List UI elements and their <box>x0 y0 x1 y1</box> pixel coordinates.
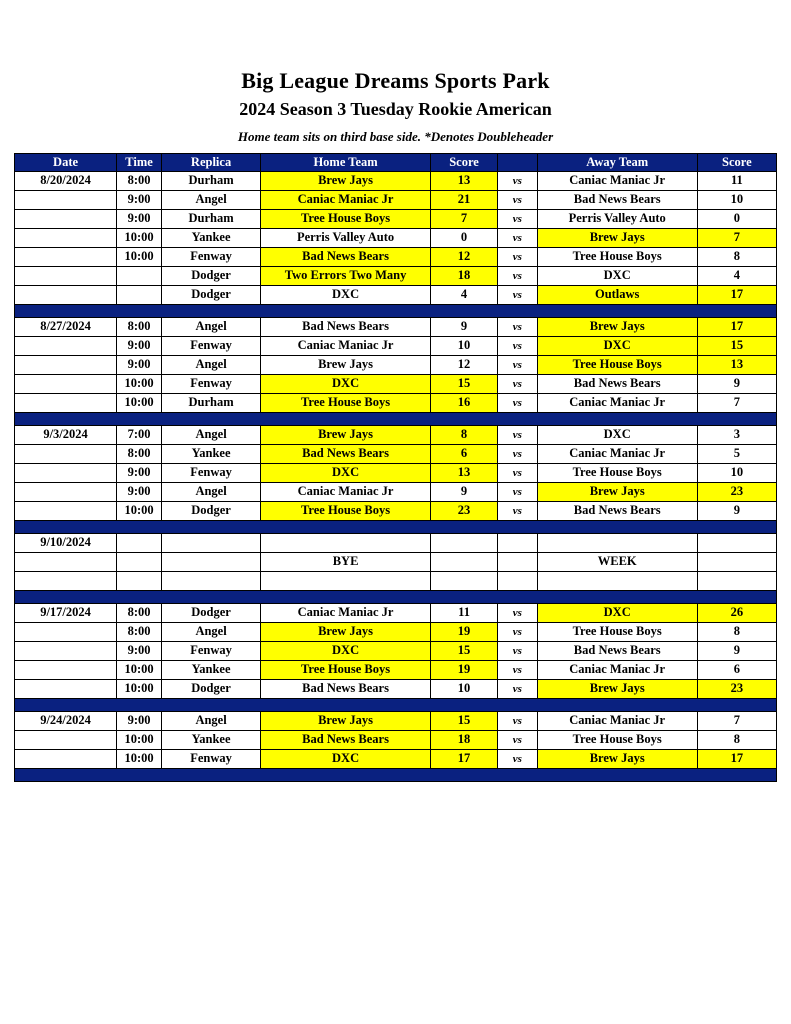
home-score-cell: 11 <box>431 604 498 623</box>
replica-cell: Angel <box>162 712 261 731</box>
info-row <box>15 572 777 591</box>
separator-row <box>15 699 777 712</box>
vs-cell: vs <box>498 426 538 445</box>
replica-cell: Angel <box>162 483 261 502</box>
away-score-cell: 8 <box>697 731 776 750</box>
home-score-cell: 18 <box>431 731 498 750</box>
vs-cell: vs <box>498 642 538 661</box>
game-row <box>15 172 777 191</box>
vs-cell: vs <box>498 750 538 769</box>
header-vs <box>498 154 538 172</box>
away-score-cell: 7 <box>697 229 776 248</box>
away-team-cell: Tree House Boys <box>537 248 697 267</box>
home-score-cell: 8 <box>431 426 498 445</box>
date-cell <box>15 731 117 750</box>
separator-bar <box>15 699 777 712</box>
time-cell: 10:00 <box>117 375 162 394</box>
date-cell: 9/24/2024 <box>15 712 117 731</box>
home-score-cell: 16 <box>431 394 498 413</box>
header-time: Time <box>117 154 162 172</box>
away-score-cell: 5 <box>697 445 776 464</box>
away-score-cell: 9 <box>697 375 776 394</box>
home-score-cell: 7 <box>431 210 498 229</box>
home-team-cell: Perris Valley Auto <box>261 229 431 248</box>
home-team-cell: Caniac Maniac Jr <box>261 337 431 356</box>
page-title: Big League Dreams Sports Park <box>241 68 550 93</box>
home-score-cell: 12 <box>431 356 498 375</box>
header-away-team: Away Team <box>537 154 697 172</box>
game-row <box>15 394 777 413</box>
home-team-cell: Caniac Maniac Jr <box>261 483 431 502</box>
replica-cell: Durham <box>162 172 261 191</box>
away-score-cell: 10 <box>697 464 776 483</box>
page-subtitle: 2024 Season 3 Tuesday Rookie American <box>239 99 552 119</box>
vs-cell: vs <box>498 604 538 623</box>
game-row <box>15 642 777 661</box>
away-score-cell: 17 <box>697 750 776 769</box>
away-score-cell: 0 <box>697 210 776 229</box>
replica-cell: Fenway <box>162 375 261 394</box>
time-cell: 9:00 <box>117 712 162 731</box>
replica-cell: Yankee <box>162 731 261 750</box>
vs-cell: vs <box>498 445 538 464</box>
home-team-cell: BYE <box>261 553 431 572</box>
away-score-cell: 15 <box>697 337 776 356</box>
time-cell <box>117 534 162 553</box>
schedule-table <box>14 153 777 782</box>
away-team-cell: Bad News Bears <box>537 191 697 210</box>
replica-cell: Fenway <box>162 464 261 483</box>
away-team-cell: Bad News Bears <box>537 375 697 394</box>
away-score-cell: 26 <box>697 604 776 623</box>
away-team-cell: Caniac Maniac Jr <box>537 172 697 191</box>
home-score-cell: 10 <box>431 680 498 699</box>
game-row <box>15 229 777 248</box>
separator-bar <box>15 521 777 534</box>
game-row <box>15 712 777 731</box>
separator-row <box>15 305 777 318</box>
away-team-cell: Tree House Boys <box>537 623 697 642</box>
vs-cell: vs <box>498 172 538 191</box>
schedule-table-body <box>15 172 777 782</box>
home-team-cell: Tree House Boys <box>261 661 431 680</box>
separator-bar <box>15 591 777 604</box>
game-row <box>15 356 777 375</box>
away-team-cell: Bad News Bears <box>537 502 697 521</box>
vs-cell: vs <box>498 680 538 699</box>
date-cell: 9/3/2024 <box>15 426 117 445</box>
away-score-cell: 10 <box>697 191 776 210</box>
home-score-cell: 19 <box>431 623 498 642</box>
home-score-cell <box>431 572 498 591</box>
away-team-cell: Outlaws <box>537 286 697 305</box>
vs-cell: vs <box>498 661 538 680</box>
away-team-cell: Brew Jays <box>537 750 697 769</box>
header-date: Date <box>15 154 117 172</box>
separator-row <box>15 413 777 426</box>
replica-cell: Yankee <box>162 661 261 680</box>
game-row <box>15 337 777 356</box>
separator-row <box>15 591 777 604</box>
home-team-cell: Brew Jays <box>261 712 431 731</box>
game-row <box>15 210 777 229</box>
replica-cell: Fenway <box>162 337 261 356</box>
date-cell <box>15 248 117 267</box>
away-score-cell: 7 <box>697 712 776 731</box>
time-cell <box>117 267 162 286</box>
game-row <box>15 750 777 769</box>
home-team-cell: Tree House Boys <box>261 210 431 229</box>
home-team-cell: Bad News Bears <box>261 318 431 337</box>
time-cell <box>117 286 162 305</box>
vs-cell: vs <box>498 229 538 248</box>
vs-cell: vs <box>498 483 538 502</box>
time-cell: 10:00 <box>117 680 162 699</box>
vs-cell: vs <box>498 502 538 521</box>
away-score-cell: 11 <box>697 172 776 191</box>
game-row <box>15 604 777 623</box>
time-cell: 7:00 <box>117 426 162 445</box>
away-team-cell: Caniac Maniac Jr <box>537 712 697 731</box>
date-cell <box>15 502 117 521</box>
replica-cell: Angel <box>162 426 261 445</box>
vs-cell <box>498 553 538 572</box>
time-cell <box>117 572 162 591</box>
game-row <box>15 502 777 521</box>
away-team-cell: Brew Jays <box>537 318 697 337</box>
vs-cell: vs <box>498 712 538 731</box>
away-score-cell: 23 <box>697 680 776 699</box>
time-cell: 10:00 <box>117 661 162 680</box>
date-cell <box>15 464 117 483</box>
separator-row <box>15 769 777 782</box>
home-score-cell: 13 <box>431 464 498 483</box>
time-cell: 8:00 <box>117 318 162 337</box>
home-score-cell: 21 <box>431 191 498 210</box>
home-team-cell: Tree House Boys <box>261 394 431 413</box>
time-cell: 8:00 <box>117 604 162 623</box>
home-team-cell: Brew Jays <box>261 172 431 191</box>
vs-cell: vs <box>498 375 538 394</box>
home-score-cell <box>431 553 498 572</box>
date-cell <box>15 553 117 572</box>
away-team-cell: DXC <box>537 337 697 356</box>
away-team-cell: DXC <box>537 604 697 623</box>
home-team-cell: Bad News Bears <box>261 680 431 699</box>
date-cell <box>15 191 117 210</box>
game-row <box>15 445 777 464</box>
vs-cell: vs <box>498 210 538 229</box>
replica-cell: Angel <box>162 356 261 375</box>
replica-cell <box>162 553 261 572</box>
date-cell <box>15 623 117 642</box>
home-team-cell: DXC <box>261 642 431 661</box>
date-cell <box>15 286 117 305</box>
away-team-cell: Perris Valley Auto <box>537 210 697 229</box>
home-team-cell: Caniac Maniac Jr <box>261 604 431 623</box>
time-cell: 9:00 <box>117 356 162 375</box>
home-score-cell: 0 <box>431 229 498 248</box>
date-cell <box>15 210 117 229</box>
date-cell: 9/17/2024 <box>15 604 117 623</box>
home-team-cell: Tree House Boys <box>261 502 431 521</box>
vs-cell: vs <box>498 267 538 286</box>
away-score-cell: 6 <box>697 661 776 680</box>
time-cell: 10:00 <box>117 229 162 248</box>
time-cell: 10:00 <box>117 750 162 769</box>
game-row <box>15 286 777 305</box>
away-team-cell: Tree House Boys <box>537 464 697 483</box>
header-home-score: Score <box>431 154 498 172</box>
date-cell <box>15 229 117 248</box>
date-cell <box>15 680 117 699</box>
time-cell: 8:00 <box>117 172 162 191</box>
date-cell <box>15 483 117 502</box>
home-score-cell: 10 <box>431 337 498 356</box>
replica-cell <box>162 534 261 553</box>
replica-cell: Fenway <box>162 642 261 661</box>
away-team-cell: Caniac Maniac Jr <box>537 661 697 680</box>
home-team-cell <box>261 534 431 553</box>
time-cell: 8:00 <box>117 445 162 464</box>
away-team-cell: Tree House Boys <box>537 731 697 750</box>
date-cell <box>15 642 117 661</box>
vs-cell: vs <box>498 394 538 413</box>
home-team-cell: DXC <box>261 464 431 483</box>
vs-cell: vs <box>498 356 538 375</box>
game-row <box>15 191 777 210</box>
away-team-cell: Tree House Boys <box>537 356 697 375</box>
replica-cell <box>162 572 261 591</box>
away-team-cell: Caniac Maniac Jr <box>537 445 697 464</box>
away-team-cell: Bad News Bears <box>537 642 697 661</box>
away-score-cell: 17 <box>697 318 776 337</box>
replica-cell: Angel <box>162 191 261 210</box>
home-team-cell: DXC <box>261 375 431 394</box>
time-cell: 9:00 <box>117 642 162 661</box>
vs-cell: vs <box>498 623 538 642</box>
home-team-cell: DXC <box>261 750 431 769</box>
home-score-cell <box>431 534 498 553</box>
time-cell: 9:00 <box>117 191 162 210</box>
vs-cell: vs <box>498 337 538 356</box>
away-team-cell: Brew Jays <box>537 680 697 699</box>
away-score-cell: 3 <box>697 426 776 445</box>
header-replica: Replica <box>162 154 261 172</box>
page-note: Home team sits on third base side. *Denotes Doubleheader <box>237 129 554 144</box>
game-row <box>15 318 777 337</box>
date-cell <box>15 661 117 680</box>
home-score-cell: 18 <box>431 267 498 286</box>
game-row <box>15 623 777 642</box>
replica-cell: Dodger <box>162 502 261 521</box>
header-away-score: Score <box>697 154 776 172</box>
vs-cell: vs <box>498 191 538 210</box>
game-row <box>15 483 777 502</box>
game-row <box>15 680 777 699</box>
home-score-cell: 13 <box>431 172 498 191</box>
away-team-cell: Brew Jays <box>537 229 697 248</box>
away-score-cell: 17 <box>697 286 776 305</box>
game-row <box>15 267 777 286</box>
away-team-cell: WEEK <box>537 553 697 572</box>
home-team-cell: Brew Jays <box>261 623 431 642</box>
home-team-cell: Caniac Maniac Jr <box>261 191 431 210</box>
away-team-cell: DXC <box>537 426 697 445</box>
date-cell <box>15 572 117 591</box>
away-team-cell: Caniac Maniac Jr <box>537 394 697 413</box>
date-cell <box>15 394 117 413</box>
home-score-cell: 12 <box>431 248 498 267</box>
away-score-cell: 9 <box>697 502 776 521</box>
away-team-cell <box>537 534 697 553</box>
date-cell: 8/20/2024 <box>15 172 117 191</box>
separator-bar <box>15 769 777 782</box>
away-team-cell: DXC <box>537 267 697 286</box>
vs-cell: vs <box>498 464 538 483</box>
replica-cell: Yankee <box>162 445 261 464</box>
info-row <box>15 553 777 572</box>
away-score-cell <box>697 553 776 572</box>
home-score-cell: 9 <box>431 483 498 502</box>
date-cell <box>15 337 117 356</box>
away-score-cell: 9 <box>697 642 776 661</box>
header-home-team: Home Team <box>261 154 431 172</box>
info-row <box>15 534 777 553</box>
date-cell <box>15 750 117 769</box>
date-cell <box>15 356 117 375</box>
away-score-cell: 7 <box>697 394 776 413</box>
vs-cell: vs <box>498 318 538 337</box>
home-team-cell: DXC <box>261 286 431 305</box>
game-row <box>15 426 777 445</box>
date-cell <box>15 445 117 464</box>
home-team-cell: Brew Jays <box>261 426 431 445</box>
game-row <box>15 248 777 267</box>
away-team-cell: Brew Jays <box>537 483 697 502</box>
home-score-cell: 23 <box>431 502 498 521</box>
home-score-cell: 15 <box>431 712 498 731</box>
replica-cell: Fenway <box>162 248 261 267</box>
home-score-cell: 17 <box>431 750 498 769</box>
table-header-row <box>15 154 777 172</box>
date-cell: 9/10/2024 <box>15 534 117 553</box>
time-cell: 9:00 <box>117 464 162 483</box>
game-row <box>15 375 777 394</box>
replica-cell: Dodger <box>162 604 261 623</box>
game-row <box>15 731 777 750</box>
away-score-cell: 4 <box>697 267 776 286</box>
game-row <box>15 464 777 483</box>
away-score-cell: 8 <box>697 623 776 642</box>
time-cell: 10:00 <box>117 248 162 267</box>
replica-cell: Durham <box>162 394 261 413</box>
separator-bar <box>15 305 777 318</box>
vs-cell <box>498 534 538 553</box>
separator-row <box>15 521 777 534</box>
away-score-cell: 13 <box>697 356 776 375</box>
replica-cell: Angel <box>162 623 261 642</box>
away-score-cell <box>697 534 776 553</box>
home-score-cell: 15 <box>431 375 498 394</box>
vs-cell: vs <box>498 286 538 305</box>
home-score-cell: 15 <box>431 642 498 661</box>
date-cell: 8/27/2024 <box>15 318 117 337</box>
home-team-cell: Bad News Bears <box>261 731 431 750</box>
replica-cell: Dodger <box>162 286 261 305</box>
home-score-cell: 9 <box>431 318 498 337</box>
home-team-cell: Bad News Bears <box>261 248 431 267</box>
replica-cell: Dodger <box>162 680 261 699</box>
time-cell <box>117 553 162 572</box>
replica-cell: Fenway <box>162 750 261 769</box>
vs-cell <box>498 572 538 591</box>
home-team-cell: Two Errors Two Many <box>261 267 431 286</box>
replica-cell: Durham <box>162 210 261 229</box>
date-cell <box>15 267 117 286</box>
home-team-cell: Brew Jays <box>261 356 431 375</box>
away-score-cell: 8 <box>697 248 776 267</box>
vs-cell: vs <box>498 731 538 750</box>
home-team-cell: Bad News Bears <box>261 445 431 464</box>
time-cell: 9:00 <box>117 337 162 356</box>
replica-cell: Dodger <box>162 267 261 286</box>
away-team-cell <box>537 572 697 591</box>
time-cell: 10:00 <box>117 731 162 750</box>
separator-bar <box>15 413 777 426</box>
home-score-cell: 19 <box>431 661 498 680</box>
replica-cell: Yankee <box>162 229 261 248</box>
time-cell: 9:00 <box>117 210 162 229</box>
date-cell <box>15 375 117 394</box>
replica-cell: Angel <box>162 318 261 337</box>
time-cell: 9:00 <box>117 483 162 502</box>
away-score-cell: 23 <box>697 483 776 502</box>
time-cell: 10:00 <box>117 502 162 521</box>
home-score-cell: 4 <box>431 286 498 305</box>
home-team-cell <box>261 572 431 591</box>
vs-cell: vs <box>498 248 538 267</box>
time-cell: 8:00 <box>117 623 162 642</box>
home-score-cell: 6 <box>431 445 498 464</box>
away-score-cell <box>697 572 776 591</box>
game-row <box>15 661 777 680</box>
time-cell: 10:00 <box>117 394 162 413</box>
